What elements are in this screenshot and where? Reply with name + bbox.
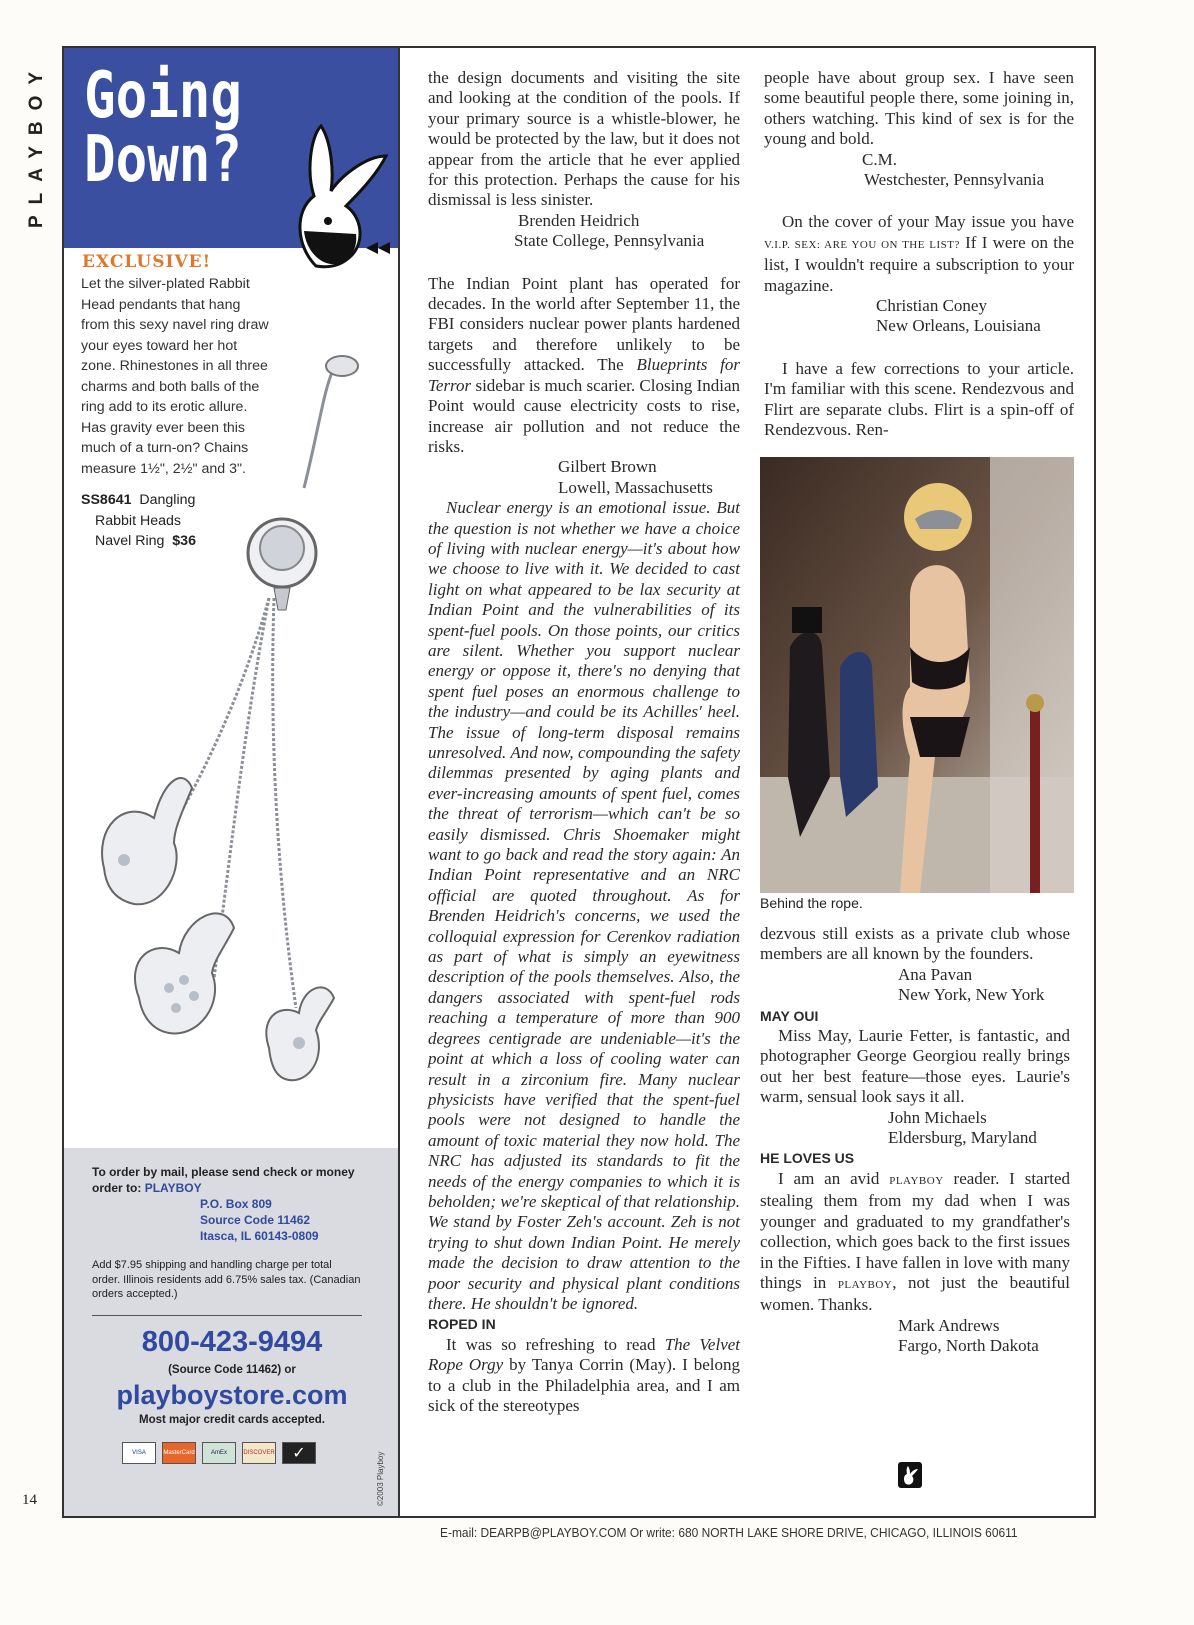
navel-ring-image — [64, 348, 400, 1128]
visa-card-icon: VISA — [122, 1442, 156, 1464]
phone-number: 800-423-9494 — [141, 1326, 323, 1358]
signature-name: Ana Pavan — [898, 964, 973, 984]
letter-paragraph: On the cover of your May issue you have V.I.P. SEX: ARE YOU ON THE LIST? If I were on the list, I wouldn't require a subscription to your magazine. — [764, 212, 1074, 295]
product-name-3: Navel Ring — [95, 533, 165, 549]
rabbit-head-logo-icon — [286, 116, 396, 276]
signature-place: Fargo, North Dakota — [898, 1336, 1039, 1356]
ad-title — [84, 59, 242, 197]
letter-paragraph: people have about group sex. I have seen some beautiful people there, some joining in, others watching. This kind of sex is for the young and bold. — [764, 68, 1074, 149]
letters-column-1 — [428, 68, 740, 1416]
signature-place: New York, New York — [898, 985, 1045, 1005]
letter-paragraph: I am an avid PLAYBOY reader. I started stealing them from my dad when I was younger and graduated to my grandfather's collection, which goes back to the first issues in the Fifties. I have fallen in love with many things in PLAYBOY, not just the beautiful women. Thanks. — [760, 1168, 1071, 1315]
mastercard-icon: MasterCard — [162, 1442, 196, 1464]
order-intro: To order by mail, please send check or money order to: — [92, 1165, 355, 1195]
signature-name: Brenden Heidrich — [518, 210, 640, 230]
cards-note: Most major credit cards accepted. — [139, 1414, 325, 1426]
copyright-text: ©2003 Playboy — [376, 1451, 385, 1506]
masthead-text: PLAYBOY — [26, 60, 47, 228]
signature-place: Lowell, Massachusetts — [558, 477, 713, 497]
ad-description: Let the silver-plated Rabbit Head pendants that hang from this sexy navel ring draw your eyes toward her hot zone. Rhinestones in all three charms and both balls of the ring add to its erotic allure. Has gravity ever been this much of a turn-on? Chains measure 1½", 2½" and 3". — [81, 276, 269, 477]
order-brand: PLAYBOY — [144, 1181, 202, 1195]
page-number: 14 — [22, 1492, 37, 1508]
signature-name: Mark Andrews — [898, 1315, 1000, 1335]
mailing-address-line-1: P.O. Box 809 — [200, 1197, 272, 1211]
signature-place: Westchester, Pennsylvania — [864, 170, 1045, 190]
signature-name: C.M. — [862, 149, 897, 169]
mailing-address-line-3: Itasca, IL 60143-0809 — [200, 1229, 319, 1243]
ad-title-line-2: Down? — [84, 123, 242, 197]
product-name-2: Rabbit Heads — [95, 512, 181, 529]
section-heading-he-loves-us: HE LOVES US — [760, 1150, 855, 1167]
advertisement-panel — [62, 46, 402, 1518]
page-footer: E-mail: DEARPB@PLAYBOY.COM Or write: 680 NORTH LAKE SHORE DRIVE, CHICAGO, ILLINOIS 60611 — [440, 1525, 1018, 1540]
signature-name: Christian Coney — [876, 296, 987, 316]
store-website: playboystore.com — [116, 1380, 348, 1410]
discover-card-icon: DISCOVER — [242, 1442, 276, 1464]
letter-paragraph: It was so refreshing to read The Velvet Rope Orgy by Tanya Corrin (May). I belong to a club in the Philadelphia area, and I am sick of the stereotypes — [428, 1334, 741, 1415]
letters-column-2-top — [764, 68, 1074, 441]
phone-note: (Source Code 11462) or — [168, 1364, 296, 1376]
order-info-box — [64, 1148, 400, 1516]
letter-paragraph: the design documents and visiting the site and looking at the condition of the pools. If your primary source is a whistle-blower, he would be protected by the law, but it does not appear from the article that he ever applied for this protection. Perhaps the cause for his dismissal is less sinister. — [428, 68, 740, 210]
signature-place: State College, Pennsylvania — [514, 231, 705, 251]
letter-paragraph: The Indian Point plant has operated for decades. In the world after September 11, the FBI considers nuclear power plants hardened targets and therefore unlikely to be successfully attacked. The Blueprints for Terror sidebar is much scarier. Closing Indian Point would cause electricity costs to rise, increase air pollution and not reduce the risks. — [428, 273, 741, 456]
club-photo — [760, 457, 1074, 893]
check-icon: ✓ — [282, 1442, 316, 1464]
signature-name: Gilbert Brown — [558, 457, 657, 477]
mailing-address-line-2: Source Code 11462 — [200, 1213, 311, 1227]
section-heading-may-oui: MAY OUI — [760, 1007, 819, 1024]
signature-place: New Orleans, Louisiana — [876, 316, 1041, 336]
letter-paragraph: Miss May, Laurie Fetter, is fantastic, and photographer George Georgiou really brings out her best feature—those eyes. Laurie's warm, sensual look says it all. — [760, 1026, 1070, 1107]
order-instructions — [92, 1164, 372, 1244]
divider — [92, 1315, 362, 1316]
amex-card-icon: AmEx — [202, 1442, 236, 1464]
copyright-notice — [376, 1451, 390, 1508]
photo-caption: Behind the rope. — [760, 895, 863, 911]
product-name-1: Dangling — [139, 492, 196, 508]
letters-column-2-bottom — [760, 924, 1070, 1357]
credit-cards-row — [122, 1442, 316, 1464]
product-price: $36 — [172, 533, 196, 549]
ad-title-line-1: Going — [84, 59, 242, 133]
signature-place: Eldersburg, Maryland — [888, 1128, 1037, 1148]
exclusive-label: EXCLUSIVE! — [82, 252, 212, 272]
signature-name: John Michaels — [888, 1107, 987, 1127]
letter-paragraph: I have a few corrections to your article. I'm familiar with this scene. Rendezvous and Flirt are separate clubs. Flirt is a spin-off of Rendezvous. Ren- — [764, 358, 1074, 440]
letter-paragraph: dezvous still exists as a private club whose members are all known by the founders. — [760, 924, 1070, 964]
editor-reply: Nuclear energy is an emotional issue. But the question is not whether we have a choice of living with nuclear energy—it's about how we choose to live with it. We decided to cast light on what appeared to be lax security at Indian Point and the vulnerabilities of its spent-fuel pools. On those points, our critics are silent. Whether you support nuclear energy or oppose it, there's no denying that spent fuel poses an enormous challenge to the industry—and could be its Achilles' heel. The issue of long-term disposal remains unresolved. And now, compounding the safety dilemmas presented by aging plants and ever-increasing amounts of spent fuel, comes the threat of terrorism—which can't be so easily dismissed. Chris Shoemaker might want to go back and read the story again: An Indian Point representative and an NRC official are quoted throughout. As for Brenden Heidrich's concerns, we used the colloquial expression for Cerenkov radiation as part of what is simply an eyewitness description of the pools themselves. Also, the dangers associated with spent-fuel rods reaching a temperature of more than 900 degrees centigrade are undeniable—it's the point at which a loss of cooling water can result in a zirconium fire. Many nuclear physicists have verified that the spent-fuel pools were not designed to handle the amount of toxic material they now hold. The NRC has adjusted its standards to fit the needs of the energy companies to which it is beholden; we're skeptical of that relationship. We stand by Foster Zeh's account. Zeh is not trying to shut down Indian Point. He merely made the decision to draw attention to the poor security and physical plant conditions there. He shouldn't be ignored. — [428, 498, 740, 1313]
rabbit-end-mark-icon — [898, 1462, 922, 1488]
section-heading-roped-in: ROPED IN — [428, 1316, 496, 1333]
product-code: SS8641 — [81, 492, 132, 508]
shipping-note: Add $7.95 shipping and handling charge per total order. Illinois residents add 6.75% sales tax. (Canadian orders accepted.) — [92, 1259, 361, 1300]
magazine-masthead — [16, 48, 56, 228]
